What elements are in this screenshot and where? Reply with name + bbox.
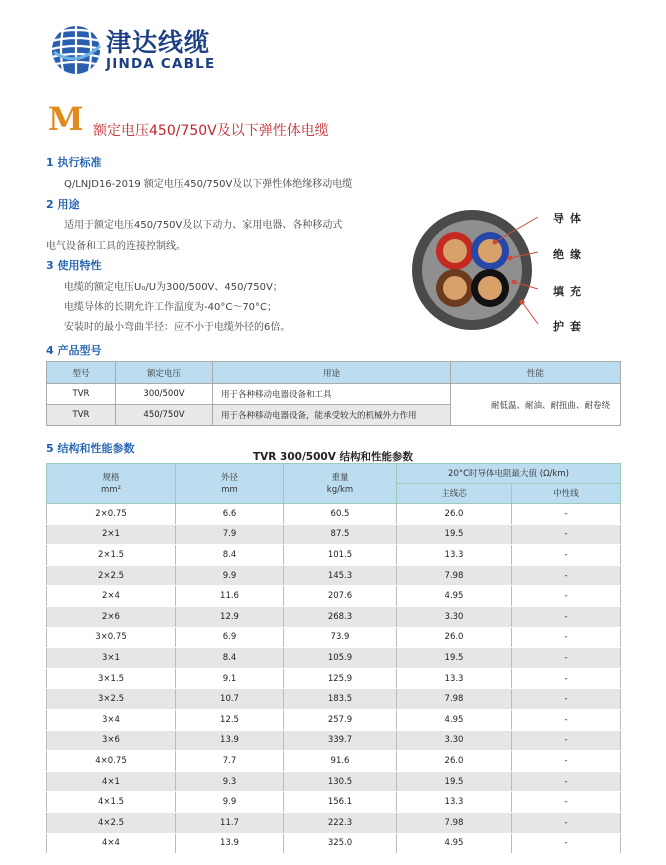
main-core-resistance-cell: 26.0 [397, 627, 512, 648]
table-row [47, 606, 621, 627]
params-header-main-core: 主线芯 [397, 484, 512, 504]
spec-cell: 4×1.5 [47, 792, 176, 813]
section-2-line-1: 适用于额定电压450/750V及以下动力、家用电器、各种移动式 [64, 220, 343, 231]
main-core-resistance-cell: 4.95 [397, 833, 512, 854]
table-row [47, 689, 621, 710]
section-1-text: Q/LNJD16-2019 额定电压450/750V及以下弹性体绝缘移动电缆 [64, 179, 353, 190]
neutral-resistance-cell: - [512, 792, 621, 813]
table-row [47, 751, 621, 772]
table-row [47, 648, 621, 669]
od-cell: 12.9 [176, 606, 284, 627]
spec-cell: 2×1 [47, 524, 176, 545]
neutral-resistance-cell: - [512, 771, 621, 792]
params-header-weight-label: 重量 [331, 472, 349, 483]
section-3-line-1: 电缆的额定电压U₀/U为300/500V、450/750V； [64, 282, 283, 293]
od-cell: 12.5 [176, 709, 284, 730]
neutral-resistance-cell: - [512, 689, 621, 710]
spec-cell: 4×2.5 [47, 812, 176, 833]
weight-cell: 257.9 [284, 709, 397, 730]
weight-cell: 91.6 [284, 751, 397, 772]
main-core-resistance-cell: 26.0 [397, 751, 512, 772]
section-2-line-2: 电气设备和工具的连接控制线。 [46, 241, 186, 252]
voltage-cell: 450/750V [116, 405, 213, 426]
weight-cell: 73.9 [284, 627, 397, 648]
od-cell: 11.7 [176, 812, 284, 833]
spec-cell: 4×0.75 [47, 751, 176, 772]
spec-cell: 3×1 [47, 648, 176, 669]
table-row [47, 771, 621, 792]
diagram-label-conductor: 导体 [553, 212, 587, 225]
od-cell: 6.9 [176, 627, 284, 648]
spec-cell: 4×1 [47, 771, 176, 792]
od-cell: 13.9 [176, 730, 284, 751]
od-cell: 13.9 [176, 833, 284, 854]
neutral-resistance-cell: - [512, 627, 621, 648]
weight-cell: 87.5 [284, 524, 397, 545]
od-cell: 9.9 [176, 792, 284, 813]
table-row [47, 668, 621, 689]
conductor-red [436, 232, 474, 270]
table-row [47, 627, 621, 648]
section-3-title: 3 使用特性 [46, 259, 102, 272]
params-header-resistance: 20°C时导体电阻最大值 (Ω/km) [397, 464, 621, 484]
table-row [47, 812, 621, 833]
od-cell: 8.4 [176, 545, 284, 566]
voltage-cell: 300/500V [116, 384, 213, 405]
use-cell: 用于各种移动电器设备，能承受较大的机械外力作用 [213, 405, 451, 426]
section-4-title: 4 产品型号 [46, 344, 102, 357]
section-3-line-2: 电缆导体的长期允许工作温度为-40°C～70°C； [64, 302, 278, 313]
weight-cell: 339.7 [284, 730, 397, 751]
use-cell: 用于各种移动电器设备和工具 [213, 384, 451, 405]
main-core-resistance-cell: 13.3 [397, 792, 512, 813]
params-header-spec-label: 规格 [102, 472, 120, 483]
od-cell: 8.4 [176, 648, 284, 669]
main-core-resistance-cell: 4.95 [397, 586, 512, 607]
od-cell: 9.3 [176, 771, 284, 792]
model-cell: TVR [47, 405, 116, 426]
weight-cell: 325.0 [284, 833, 397, 854]
spec-cell: 2×6 [47, 606, 176, 627]
model-cell: TVR [47, 384, 116, 405]
od-cell: 9.9 [176, 565, 284, 586]
globe-logo-icon [50, 22, 102, 78]
params-header-neutral: 中性线 [512, 484, 621, 504]
main-core-resistance-cell: 7.98 [397, 689, 512, 710]
spec-cell: 3×6 [47, 730, 176, 751]
logo-name-en: JINDA CABLE [106, 56, 216, 72]
spec-cell: 3×4 [47, 709, 176, 730]
od-cell: 6.6 [176, 504, 284, 525]
main-core-resistance-cell: 19.5 [397, 524, 512, 545]
weight-cell: 145.3 [284, 565, 397, 586]
weight-cell: 207.6 [284, 586, 397, 607]
od-cell: 7.9 [176, 524, 284, 545]
section-3-line-3: 安装时的最小弯曲半径：应不小于电缆外径的6倍。 [64, 322, 291, 333]
models-header-use: 用途 [213, 362, 451, 384]
table-row [47, 565, 621, 586]
params-header-od [176, 464, 284, 504]
neutral-resistance-cell: - [512, 709, 621, 730]
weight-cell: 156.1 [284, 792, 397, 813]
params-header-od-unit: mm [221, 484, 238, 495]
spec-cell: 2×2.5 [47, 565, 176, 586]
neutral-resistance-cell: - [512, 504, 621, 525]
series-mark: M [48, 100, 84, 138]
main-core-resistance-cell: 19.5 [397, 648, 512, 669]
main-core-resistance-cell: 7.98 [397, 565, 512, 586]
table-row [47, 504, 621, 525]
table-row [47, 545, 621, 566]
weight-cell: 125.9 [284, 668, 397, 689]
table-row [47, 586, 621, 607]
params-header-od-label: 外径 [220, 472, 238, 483]
models-header-voltage: 额定电压 [116, 362, 213, 384]
neutral-resistance-cell: - [512, 586, 621, 607]
spec-cell: 2×4 [47, 586, 176, 607]
params-header-weight-unit: kg/km [326, 484, 354, 495]
diagram-label-sheath: 护套 [553, 320, 587, 333]
table-row [47, 384, 621, 405]
weight-cell: 105.9 [284, 648, 397, 669]
neutral-resistance-cell: - [512, 730, 621, 751]
main-core-resistance-cell: 13.3 [397, 668, 512, 689]
conductor-brown [436, 269, 474, 307]
spec-cell: 4×4 [47, 833, 176, 854]
params-header-spec [47, 464, 176, 504]
params-header-weight [284, 464, 397, 504]
neutral-resistance-cell: - [512, 833, 621, 854]
table-row [47, 792, 621, 813]
od-cell: 10.7 [176, 689, 284, 710]
neutral-resistance-cell: - [512, 812, 621, 833]
section-2-title: 2 用途 [46, 198, 80, 211]
main-core-resistance-cell: 26.0 [397, 504, 512, 525]
params-table-caption: TVR 300/500V 结构和性能参数 [253, 451, 413, 463]
weight-cell: 130.5 [284, 771, 397, 792]
company-logo [50, 20, 250, 80]
neutral-resistance-cell: - [512, 751, 621, 772]
spec-cell: 3×1.5 [47, 668, 176, 689]
table-row [47, 709, 621, 730]
spec-cell: 3×0.75 [47, 627, 176, 648]
neutral-resistance-cell: - [512, 565, 621, 586]
models-header-model: 型号 [47, 362, 116, 384]
diagram-label-insulation: 绝缘 [553, 248, 587, 261]
spec-cell: 3×2.5 [47, 689, 176, 710]
weight-cell: 60.5 [284, 504, 397, 525]
main-core-resistance-cell: 3.30 [397, 606, 512, 627]
main-core-resistance-cell: 4.95 [397, 709, 512, 730]
neutral-resistance-cell: - [512, 668, 621, 689]
weight-cell: 222.3 [284, 812, 397, 833]
table-row [47, 730, 621, 751]
neutral-resistance-cell: - [512, 524, 621, 545]
logo-name-cn: 津达线缆 [106, 28, 211, 57]
weight-cell: 101.5 [284, 545, 397, 566]
params-header-spec-unit: mm² [101, 484, 121, 495]
models-table [46, 361, 621, 426]
page-title: 额定电压450/750V及以下弹性体电缆 [93, 123, 329, 139]
models-header-performance: 性能 [451, 362, 621, 384]
table-row [47, 524, 621, 545]
params-table [46, 463, 621, 854]
section-1-title: 1 执行标准 [46, 156, 102, 169]
spec-cell: 2×0.75 [47, 504, 176, 525]
spec-cell: 2×1.5 [47, 545, 176, 566]
main-core-resistance-cell: 3.30 [397, 730, 512, 751]
diagram-label-filler: 填充 [553, 285, 587, 298]
table-row [47, 833, 621, 854]
main-core-resistance-cell: 13.3 [397, 545, 512, 566]
neutral-resistance-cell: - [512, 545, 621, 566]
weight-cell: 183.5 [284, 689, 397, 710]
main-core-resistance-cell: 19.5 [397, 771, 512, 792]
conductor-black [471, 269, 509, 307]
neutral-resistance-cell: - [512, 606, 621, 627]
od-cell: 11.6 [176, 586, 284, 607]
main-core-resistance-cell: 7.98 [397, 812, 512, 833]
neutral-resistance-cell: - [512, 648, 621, 669]
performance-cell: 耐低温、耐油、耐扭曲、耐卷绕 [451, 384, 621, 426]
od-cell: 7.7 [176, 751, 284, 772]
section-5-title: 5 结构和性能参数 [46, 442, 135, 455]
od-cell: 9.1 [176, 668, 284, 689]
weight-cell: 268.3 [284, 606, 397, 627]
